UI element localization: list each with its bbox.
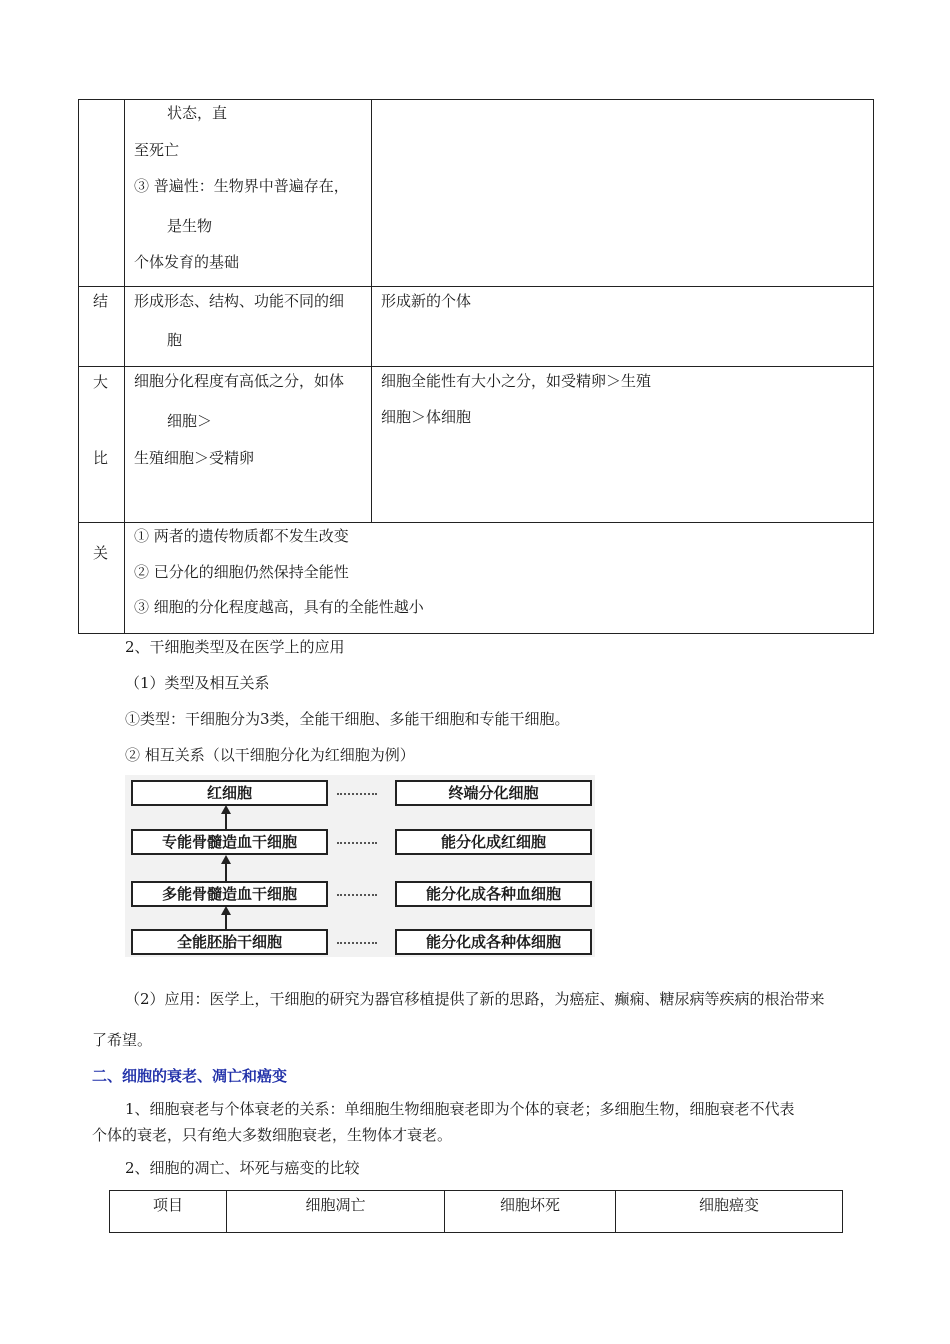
totipotency-cell [372,367,874,523]
row-label-cell [79,367,125,523]
row-label: 比 [93,449,109,467]
cell-line: 细胞＞体细胞 [381,408,472,426]
row-label-cell [79,287,125,367]
paragraph: 1、细胞衰老与个体衰老的关系：单细胞生物细胞衰老即为个体的衰老；多细胞生物，细胞衰老不代表 [125,1100,795,1118]
paragraph: 2、细胞的凋亡、坏死与癌变的比较 [125,1159,360,1177]
table-row [79,287,874,367]
cell-line: 形成新的个体 [381,292,472,310]
table-row [79,523,874,634]
row-label: 大 [93,373,109,391]
row-label-cell [79,100,125,287]
cell-line: 细胞分化程度有高低之分，如体 [134,372,345,390]
paragraph: 了希望。 [92,1031,153,1049]
row-label-cell [79,523,125,634]
cell-line: 生殖细胞＞受精卵 [134,449,255,467]
table-row [79,100,874,287]
diagram-box-red-only: 能分化成红细胞 [395,829,592,855]
diagram-box-red-blood-cell: 红细胞 [131,780,328,806]
section-title: 二、细胞的衰老、凋亡和癌变 [92,1067,288,1085]
diagram-box-multipotent: 多能骨髓造血干细胞 [131,881,328,907]
totipotency-cell [372,287,874,367]
differentiation-cell [125,367,372,523]
paragraph: 个体的衰老，只有绝大多数细胞衰老，生物体才衰老。 [92,1126,453,1144]
relation-item: ③ 细胞的分化程度越高，具有的全能性越小 [134,598,424,616]
paragraph: ①类型：干细胞分为3类，全能干细胞、多能干细胞和专能干细胞。 [125,710,570,728]
row-label: 结 [93,292,109,310]
table-header-row [110,1191,843,1233]
dotted-connector [337,793,377,795]
diagram-box-body-cells: 能分化成各种体细胞 [395,929,592,955]
dotted-connector [337,842,377,844]
table-row [79,367,874,523]
relation-cell [125,523,874,634]
differentiation-cell [125,100,372,287]
column-header: 细胞癌变 [616,1191,843,1233]
diagram-box-totipotent: 全能胚胎干细胞 [131,929,328,955]
arrow-up-icon [225,914,227,929]
column-header: 项目 [110,1191,227,1233]
cell-line: 胞 [167,331,183,349]
cell-line: 状态，直 [167,104,228,122]
cell-line: ③ 普遍性：生物界中普遍存在， [134,177,349,195]
dotted-connector [337,894,377,896]
cell-line: 细胞全能性有大小之分，如受精卵＞生殖 [381,372,652,390]
cell-line: 细胞＞ [167,412,213,430]
subheading: （1）类型及相互关系 [125,674,270,692]
paragraph: （2）应用：医学上，干细胞的研究为器官移植提供了新的思路，为癌症、癫痫、糖尿病等疾病的根治带来 [125,990,825,1008]
dotted-connector [337,942,377,944]
column-header: 细胞坏死 [445,1191,616,1233]
row-label: 关 [93,544,109,562]
relation-item: ② 已分化的细胞仍然保持全能性 [134,563,349,581]
cell-line: 是生物 [167,217,213,235]
column-header: 细胞凋亡 [227,1191,445,1233]
relation-item: ① 两者的遗传物质都不发生改变 [134,527,349,545]
diagram-box-terminal: 终端分化细胞 [395,780,592,806]
apoptosis-comparison-table [109,1190,843,1233]
cell-line: 至死亡 [134,141,180,159]
differentiation-cell [125,287,372,367]
section-heading: 2、干细胞类型及在医学上的应用 [125,638,345,656]
stem-cell-diagram [125,775,595,957]
cell-line: 形成形态、结构、功能不同的细 [134,292,345,310]
paragraph: ② 相互关系（以干细胞分化为红细胞为例） [125,746,415,764]
diagram-box-unipotent: 专能骨髓造血干细胞 [131,829,328,855]
arrow-up-icon [225,863,227,881]
totipotency-cell [372,100,874,287]
diagram-box-blood-cells: 能分化成各种血细胞 [395,881,592,907]
comparison-table [78,99,874,634]
cell-line: 个体发育的基础 [134,253,240,271]
arrow-up-icon [225,813,227,829]
